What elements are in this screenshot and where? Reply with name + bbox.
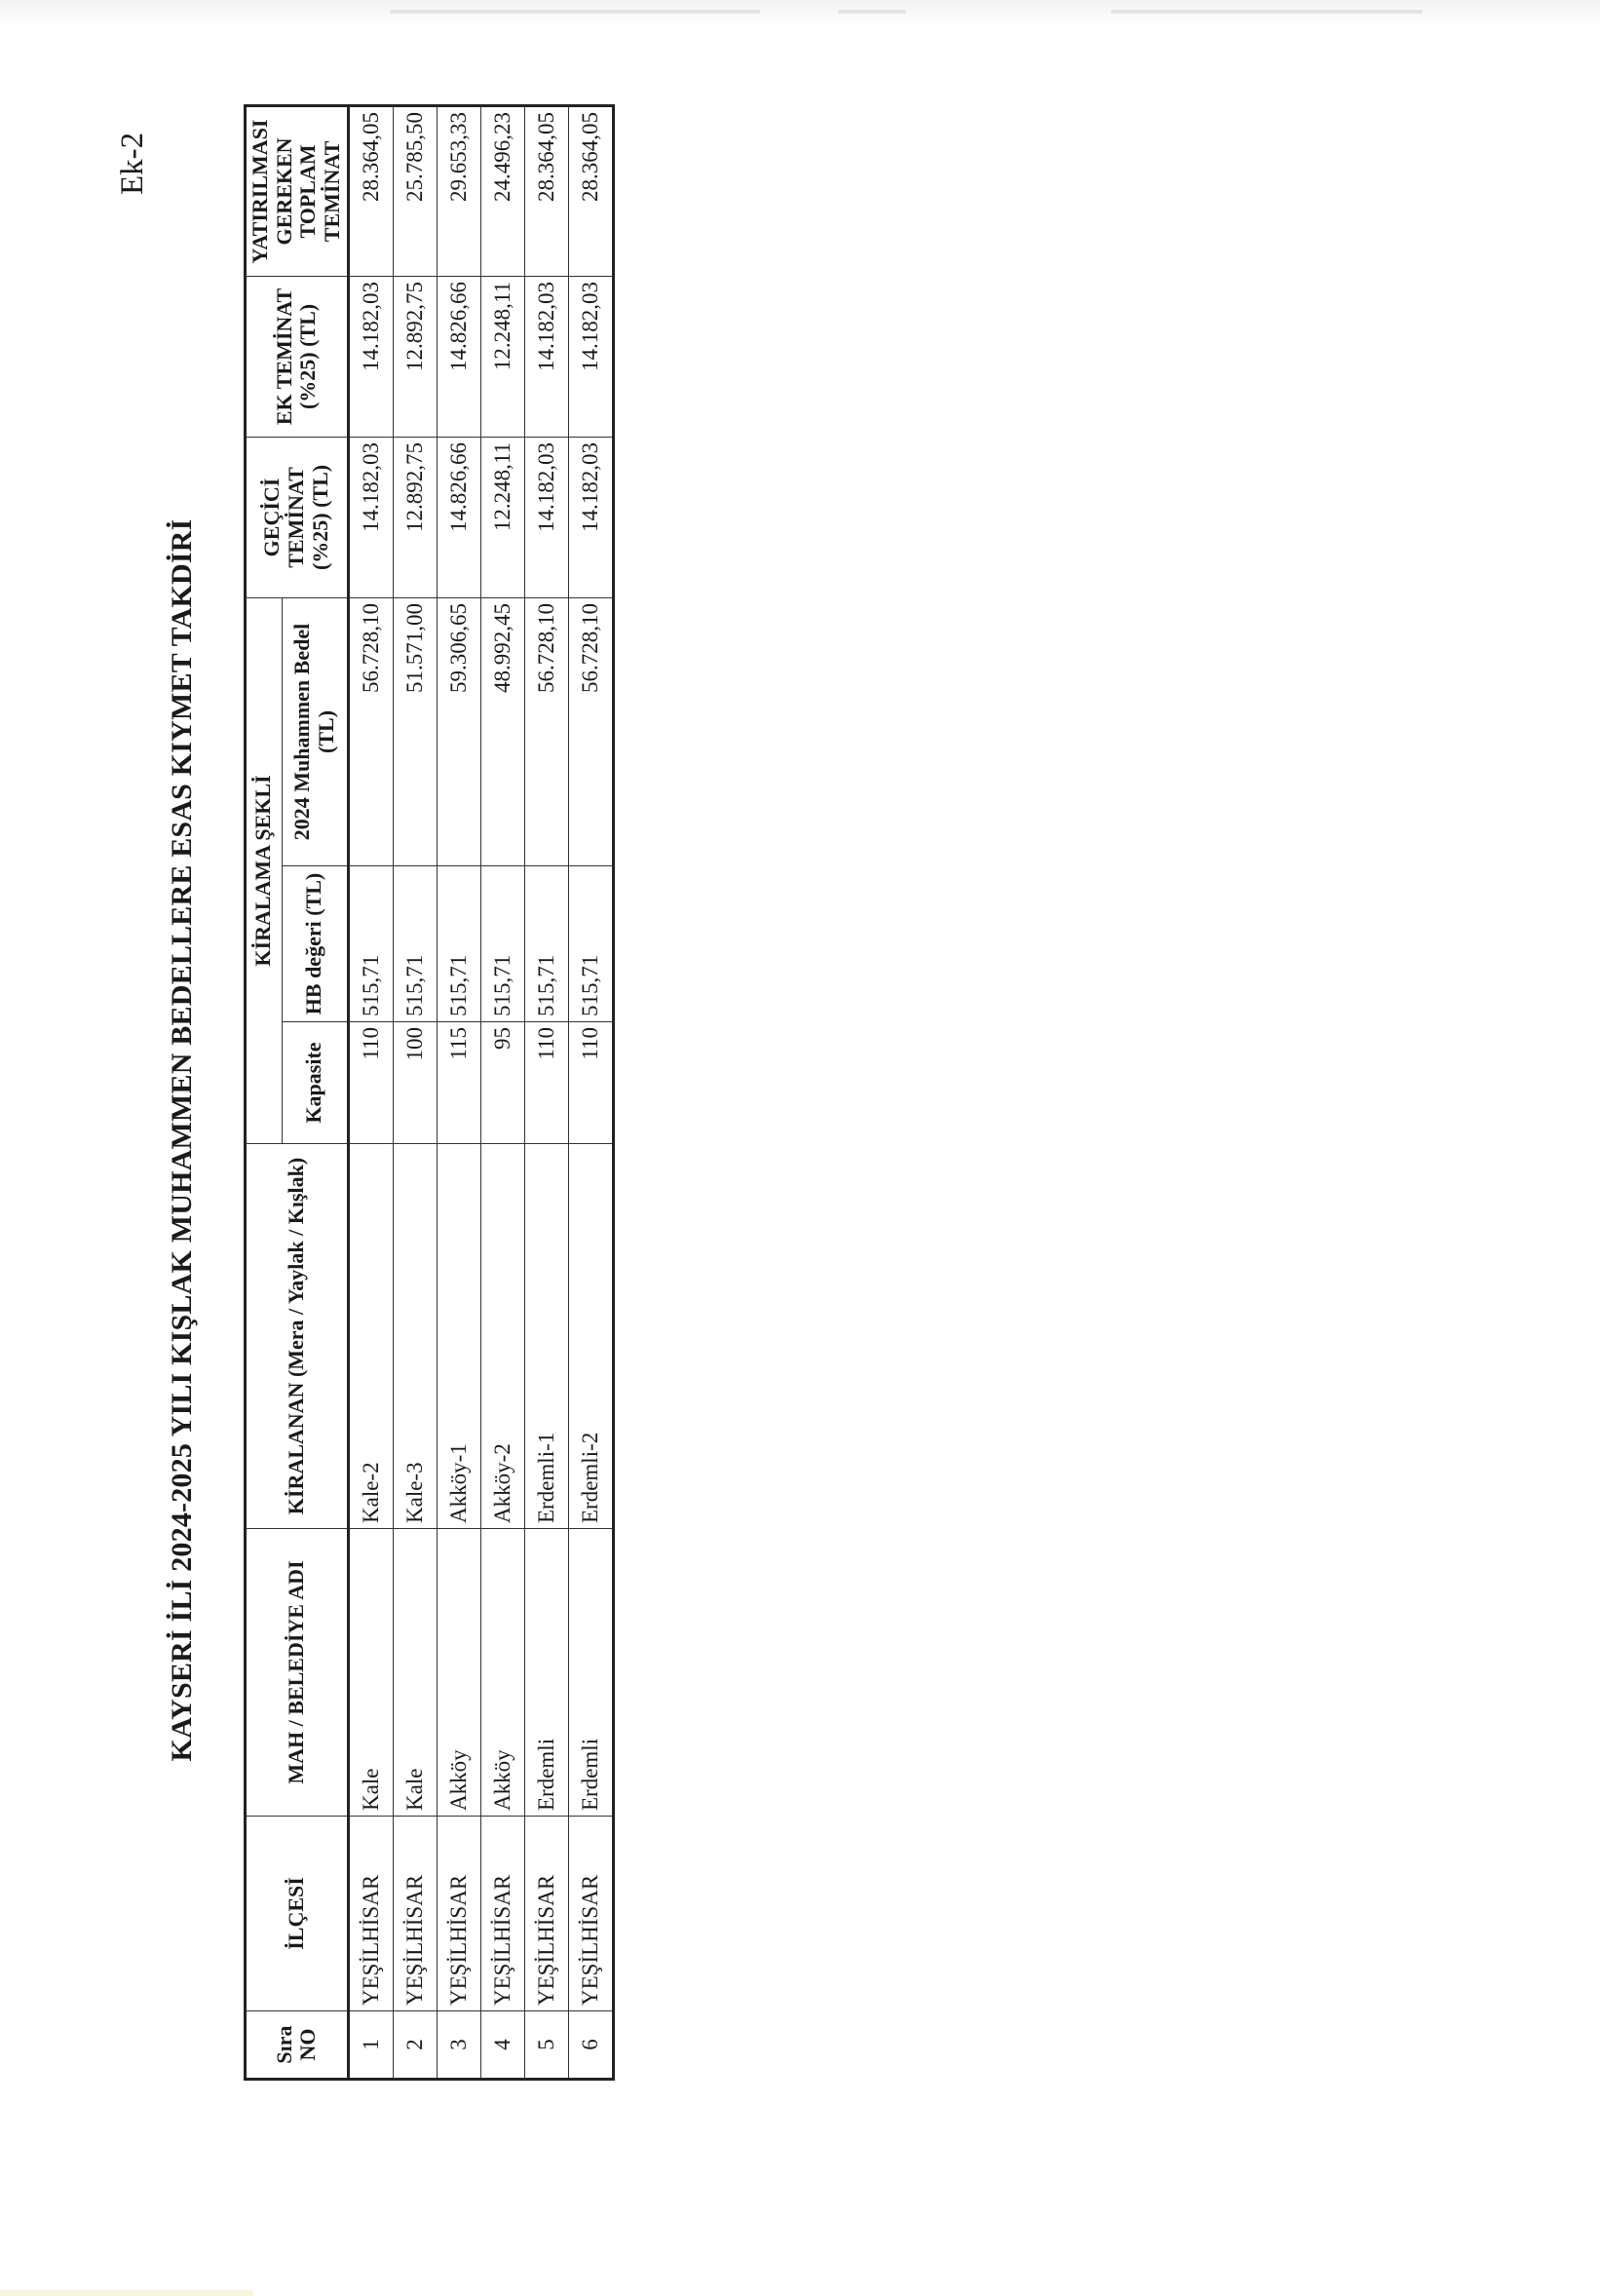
- cell-ek: 14.182,03: [348, 276, 393, 437]
- cell-gecici: 14.826,66: [437, 437, 480, 597]
- cell-ilce: YEŞİLHİSAR: [480, 1817, 524, 2011]
- cell-hb: 515,71: [393, 866, 437, 1022]
- cell-kapasite: 110: [524, 1022, 568, 1144]
- rotated-document: [166, 97, 624, 2173]
- cell-muhammen: 56.728,10: [568, 597, 613, 865]
- header-row-1: [246, 105, 283, 2079]
- table-row: [524, 105, 568, 2079]
- cell-toplam: 28.364,05: [524, 105, 568, 276]
- header-toplam-teminat: YATIRILMASI GEREKEN TOPLAM TEMİNAT: [246, 105, 349, 276]
- cell-hb: 515,71: [348, 866, 393, 1022]
- cell-toplam: 25.785,50: [393, 105, 437, 276]
- cell-no: 4: [480, 2011, 524, 2080]
- cell-mah: Erdemli: [524, 1529, 568, 1817]
- scan-smudge: [838, 10, 906, 14]
- document-title: KAYSERİ İLİ 2024-2025 YILI KIŞLAK MUHAMMEN BEDELLERE ESAS KIYMET TAKDİRİ: [166, 518, 198, 1762]
- cell-ek: 14.826,66: [437, 276, 480, 437]
- cell-mah: Kale: [393, 1529, 437, 1817]
- cell-gecici: 14.182,03: [524, 437, 568, 597]
- scan-bottom-mark: [0, 2290, 253, 2296]
- cell-ek: 12.892,75: [393, 276, 437, 437]
- table-row: [393, 105, 437, 2079]
- cell-toplam: 24.496,23: [480, 105, 524, 276]
- cell-toplam: 29.653,33: [437, 105, 480, 276]
- cell-kiralanan: Erdemli-2: [568, 1144, 613, 1529]
- header-sira-no: Sıra NO: [246, 2011, 349, 2080]
- cell-ek: 14.182,03: [568, 276, 613, 437]
- cell-kapasite: 110: [568, 1022, 613, 1144]
- header-kapasite: Kapasite: [282, 1022, 348, 1144]
- cell-kapasite: 100: [393, 1022, 437, 1144]
- table-row: [568, 105, 613, 2079]
- cell-hb: 515,71: [480, 866, 524, 1022]
- header-gecici-teminat: GEÇİCİ TEMİNAT (%25) (TL): [246, 437, 349, 597]
- cell-no: 3: [437, 2011, 480, 2080]
- header-ilce: İLÇESİ: [246, 1817, 349, 2011]
- cell-no: 1: [348, 2011, 393, 2080]
- cell-ek: 12.248,11: [480, 276, 524, 437]
- scan-smudge: [1111, 10, 1423, 14]
- cell-kapasite: 95: [480, 1022, 524, 1144]
- cell-no: 2: [393, 2011, 437, 2080]
- header-mah-belediye: MAH / BELEDİYE ADI: [246, 1529, 349, 1817]
- cell-ilce: YEŞİLHİSAR: [437, 1817, 480, 2011]
- cell-no: 5: [524, 2011, 568, 2080]
- cell-gecici: 12.248,11: [480, 437, 524, 597]
- header-hb-degeri: HB değeri (TL): [282, 866, 348, 1022]
- header-ek-teminat: EK TEMİNAT (%25) (TL): [246, 276, 349, 437]
- cell-ilce: YEŞİLHİSAR: [348, 1817, 393, 2011]
- cell-kiralanan: Erdemli-1: [524, 1144, 568, 1529]
- cell-toplam: 28.364,05: [568, 105, 613, 276]
- cell-ek: 14.182,03: [524, 276, 568, 437]
- cell-gecici: 14.182,03: [568, 437, 613, 597]
- cell-mah: Erdemli: [568, 1529, 613, 1817]
- cell-ilce: YEŞİLHİSAR: [524, 1817, 568, 2011]
- cell-hb: 515,71: [524, 866, 568, 1022]
- valuation-table: [244, 104, 615, 2081]
- cell-kapasite: 110: [348, 1022, 393, 1144]
- header-muhammen-bedel: 2024 Muhammen Bedel (TL): [282, 597, 348, 865]
- header-kiralama-sekli: KİRALAMA ŞEKLİ: [246, 597, 283, 1143]
- cell-muhammen: 56.728,10: [348, 597, 393, 865]
- cell-mah: Kale: [348, 1529, 393, 1817]
- cell-hb: 515,71: [568, 866, 613, 1022]
- cell-gecici: 14.182,03: [348, 437, 393, 597]
- cell-kiralanan: Kale-2: [348, 1144, 393, 1529]
- cell-kiralanan: Kale-3: [393, 1144, 437, 1529]
- cell-mah: Akköy: [480, 1529, 524, 1817]
- page-label: Ek-2: [115, 132, 150, 195]
- cell-muhammen: 51.571,00: [393, 597, 437, 865]
- cell-mah: Akköy: [437, 1529, 480, 1817]
- table-row: [437, 105, 480, 2079]
- table-row: [480, 105, 524, 2079]
- table-row: [348, 105, 393, 2079]
- cell-no: 6: [568, 2011, 613, 2080]
- scan-smudge: [390, 10, 760, 14]
- cell-ilce: YEŞİLHİSAR: [568, 1817, 613, 2011]
- cell-kiralanan: Akköy-2: [480, 1144, 524, 1529]
- cell-muhammen: 59.306,65: [437, 597, 480, 865]
- cell-gecici: 12.892,75: [393, 437, 437, 597]
- cell-ilce: YEŞİLHİSAR: [393, 1817, 437, 2011]
- cell-toplam: 28.364,05: [348, 105, 393, 276]
- header-kiralanan: KİRALANAN (Mera / Yaylak / Kışlak): [246, 1144, 349, 1529]
- cell-hb: 515,71: [437, 866, 480, 1022]
- cell-muhammen: 56.728,10: [524, 597, 568, 865]
- cell-kiralanan: Akköy-1: [437, 1144, 480, 1529]
- cell-muhammen: 48.992,45: [480, 597, 524, 865]
- cell-kapasite: 115: [437, 1022, 480, 1144]
